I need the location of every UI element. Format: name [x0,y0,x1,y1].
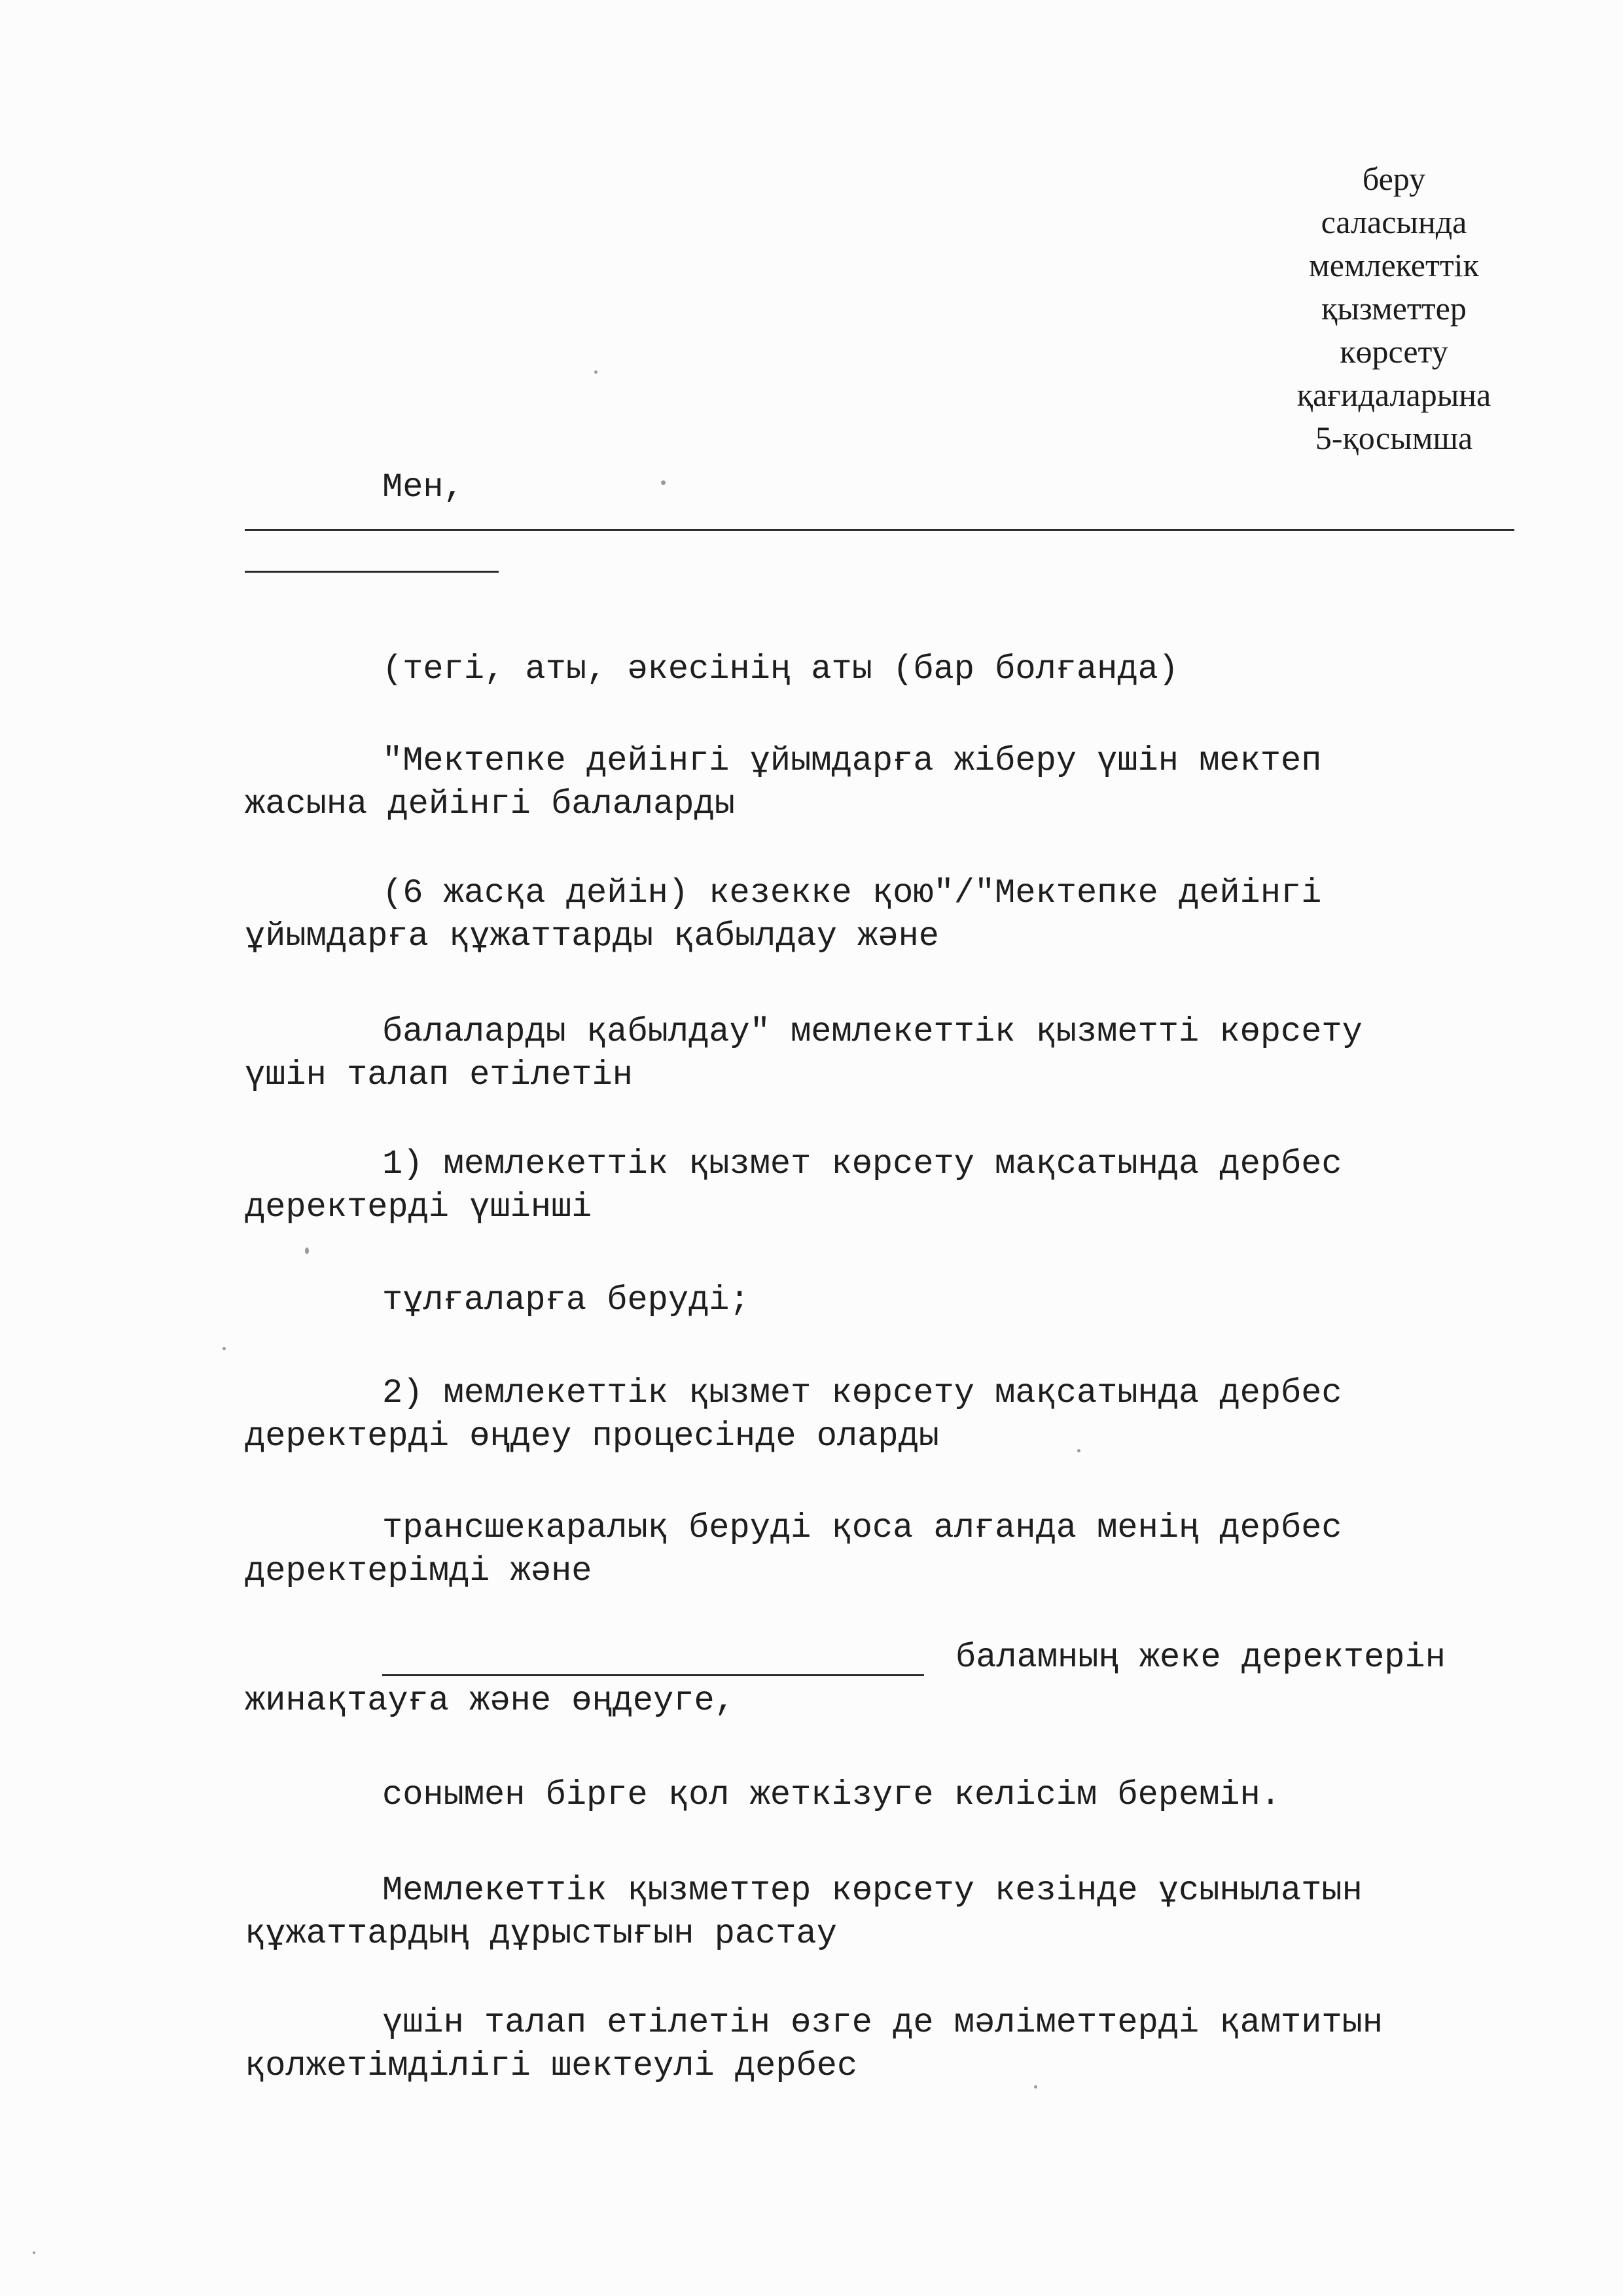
paragraph-line: деректерді өңдеу процесінде оларды [245,1417,939,1456]
paragraph-line: ұйымдарға құжаттарды қабылдау және [245,917,939,956]
header-line: қызметтер [1321,290,1467,327]
paragraph-line: (6 жасқа дейін) кезекке қою"/"Мектепке дейінгі [382,874,1322,912]
name-fill-line-continuation [245,571,499,573]
header-line: 5-қосымша [1315,420,1473,456]
paragraph-line: деректерімді және [245,1552,592,1590]
scan-speck [305,1247,309,1254]
scan-speck [223,1347,226,1350]
paragraph-line: "Мектепке дейінгі ұйымдарға жіберу үшін мектеп [382,742,1322,780]
header-line: қағидаларына [1296,376,1491,413]
paragraph-line: деректерді үшінші [245,1188,592,1227]
name-caption: (тегі, аты, әкесінің аты (бар болғанда) [382,650,1179,689]
paragraph-line: қолжетімділігі шектеулі дербес [245,2047,858,2085]
scan-speck [594,370,597,374]
scan-speck [661,480,666,485]
paragraph-line: балаларды қабылдау" мемлекеттік қызметті көрсету [382,1013,1363,1051]
scan-speck [1077,1449,1080,1452]
paragraph-line: жасына дейінгі балаларды [245,785,735,823]
paragraph-line: үшін талап етілетін [245,1056,633,1094]
header-line: мемлекеттік [1309,247,1479,283]
scan-speck [1034,2085,1037,2089]
child-name-fill-line [382,1674,924,1676]
intro-line: Мен, [382,468,464,507]
scan-speck [33,2251,35,2254]
name-fill-line [245,529,1514,531]
paragraph-line: Мемлекеттік қызметтер көрсету кезінде ұсынылатын [382,1871,1363,1910]
appendix-header [1257,157,1531,459]
paragraph-line: трансшекаралық беруді қоса алғанда менің дербес [382,1509,1342,1547]
paragraph-line: тұлғаларға беруді; [382,1281,750,1319]
header-line: беру [1362,160,1426,197]
paragraph-line: құжаттардың дұрыстығын растау [245,1914,837,1953]
consent-item-2: 2) мемлекеттік қызмет көрсету мақсатында дербес [382,1374,1342,1412]
header-line: көрсету [1340,333,1448,370]
consent-item-1: 1) мемлекеттік қызмет көрсету мақсатында дербес [382,1145,1342,1183]
paragraph-line: баламның жеке деректерін [955,1638,1446,1677]
header-line: саласында [1321,204,1467,240]
paragraph-line: жинақтауға және өңдеуге, [245,1681,735,1720]
paragraph-line: үшін талап етілетін өзге де мәліметтерді қамтитын [382,2003,1383,2042]
paragraph-line: сонымен бірге қол жеткізуге келісім беремін. [382,1776,1281,1814]
